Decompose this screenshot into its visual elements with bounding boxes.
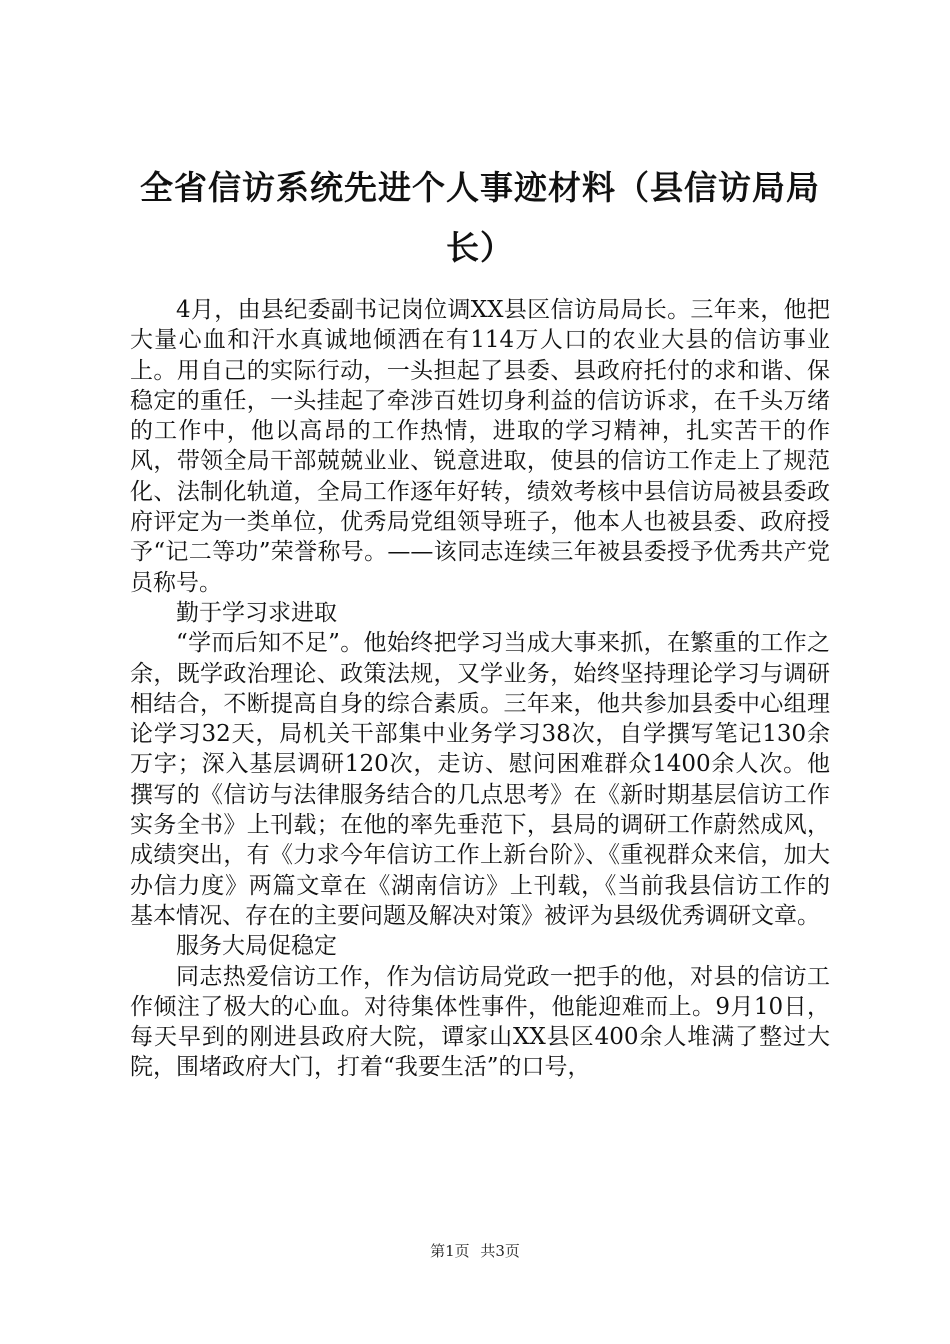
section-paragraph-stability: 同志热爱信访工作，作为信访局党政一把手的他，对县的信访工作倾注了极大的心血。对待集体性事件，他能迎难而上。9月10日，每天早到的刚进县政府大院，谭家山XX县区400余人堆满了整过大院，围堵政府大门，打着“我要生活”的口号， xyxy=(130,963,830,1081)
page-total: 共3页 xyxy=(480,1242,520,1260)
page-number: 第1页 xyxy=(430,1242,470,1260)
document-body xyxy=(130,295,830,1083)
section-paragraph-study: “学而后知不足”。他始终把学习当成大事来抓，在繁重的工作之余，既学政治理论、政策法规，又学业务，始终坚持理论学习与调研相结合，不断提高自身的综合素质。三年来，他共参加县委中心组理论学习32天，局机关干部集中业务学习38次，自学撰写笔记130余万字；深入基层调研120次，走访、慰问困难群众1400余人次。他撰写的《信访与法律服务结合的几点思考》在《新时期基层信访工作实务全书》上刊载；在他的率先垂范下，县局的调研工作蔚然成风，成绩突出，有《力求今年信访工作上新台阶》、《重视群众来信，加大办信力度》两篇文章在《湖南信访》上刊载，《当前我县信访工作的基本情况、存在的主要问题及解决对策》被评为县级优秀调研文章。 xyxy=(130,630,830,929)
section-heading-study: 勤于学习求进取 xyxy=(176,599,337,626)
intro-paragraph: 4月，由县纪委副书记岗位调XX县区信访局局长。三年来，他把大量心血和汗水真诚地倾洒在有114万人口的农业大县的信访事业上。用自己的实际行动，一头担起了县委、县政府托付的求和谐、保稳定的重任，一头挂起了牵涉百姓切身利益的信访诉求，在千头万绪的工作中，他以高昂的工作热情，进取的学习精神，扎实苦干的作风，带领全局干部兢兢业业、锐意进取，使县的信访工作走上了规范化、法制化轨道，全局工作逐年好转，绩效考核中县信访局被县委政府评定为一类单位，优秀局党组领导班子，他本人也被县委、政府授予“记二等功”荣誉称号。——该同志连续三年被县委授予优秀共产党员称号。 xyxy=(130,297,830,596)
page-footer xyxy=(0,1240,950,1262)
section-heading-stability: 服务大局促稳定 xyxy=(176,933,337,960)
document-title: 全省信访系统先进个人事迹材料（县信访局局长） xyxy=(140,168,820,267)
